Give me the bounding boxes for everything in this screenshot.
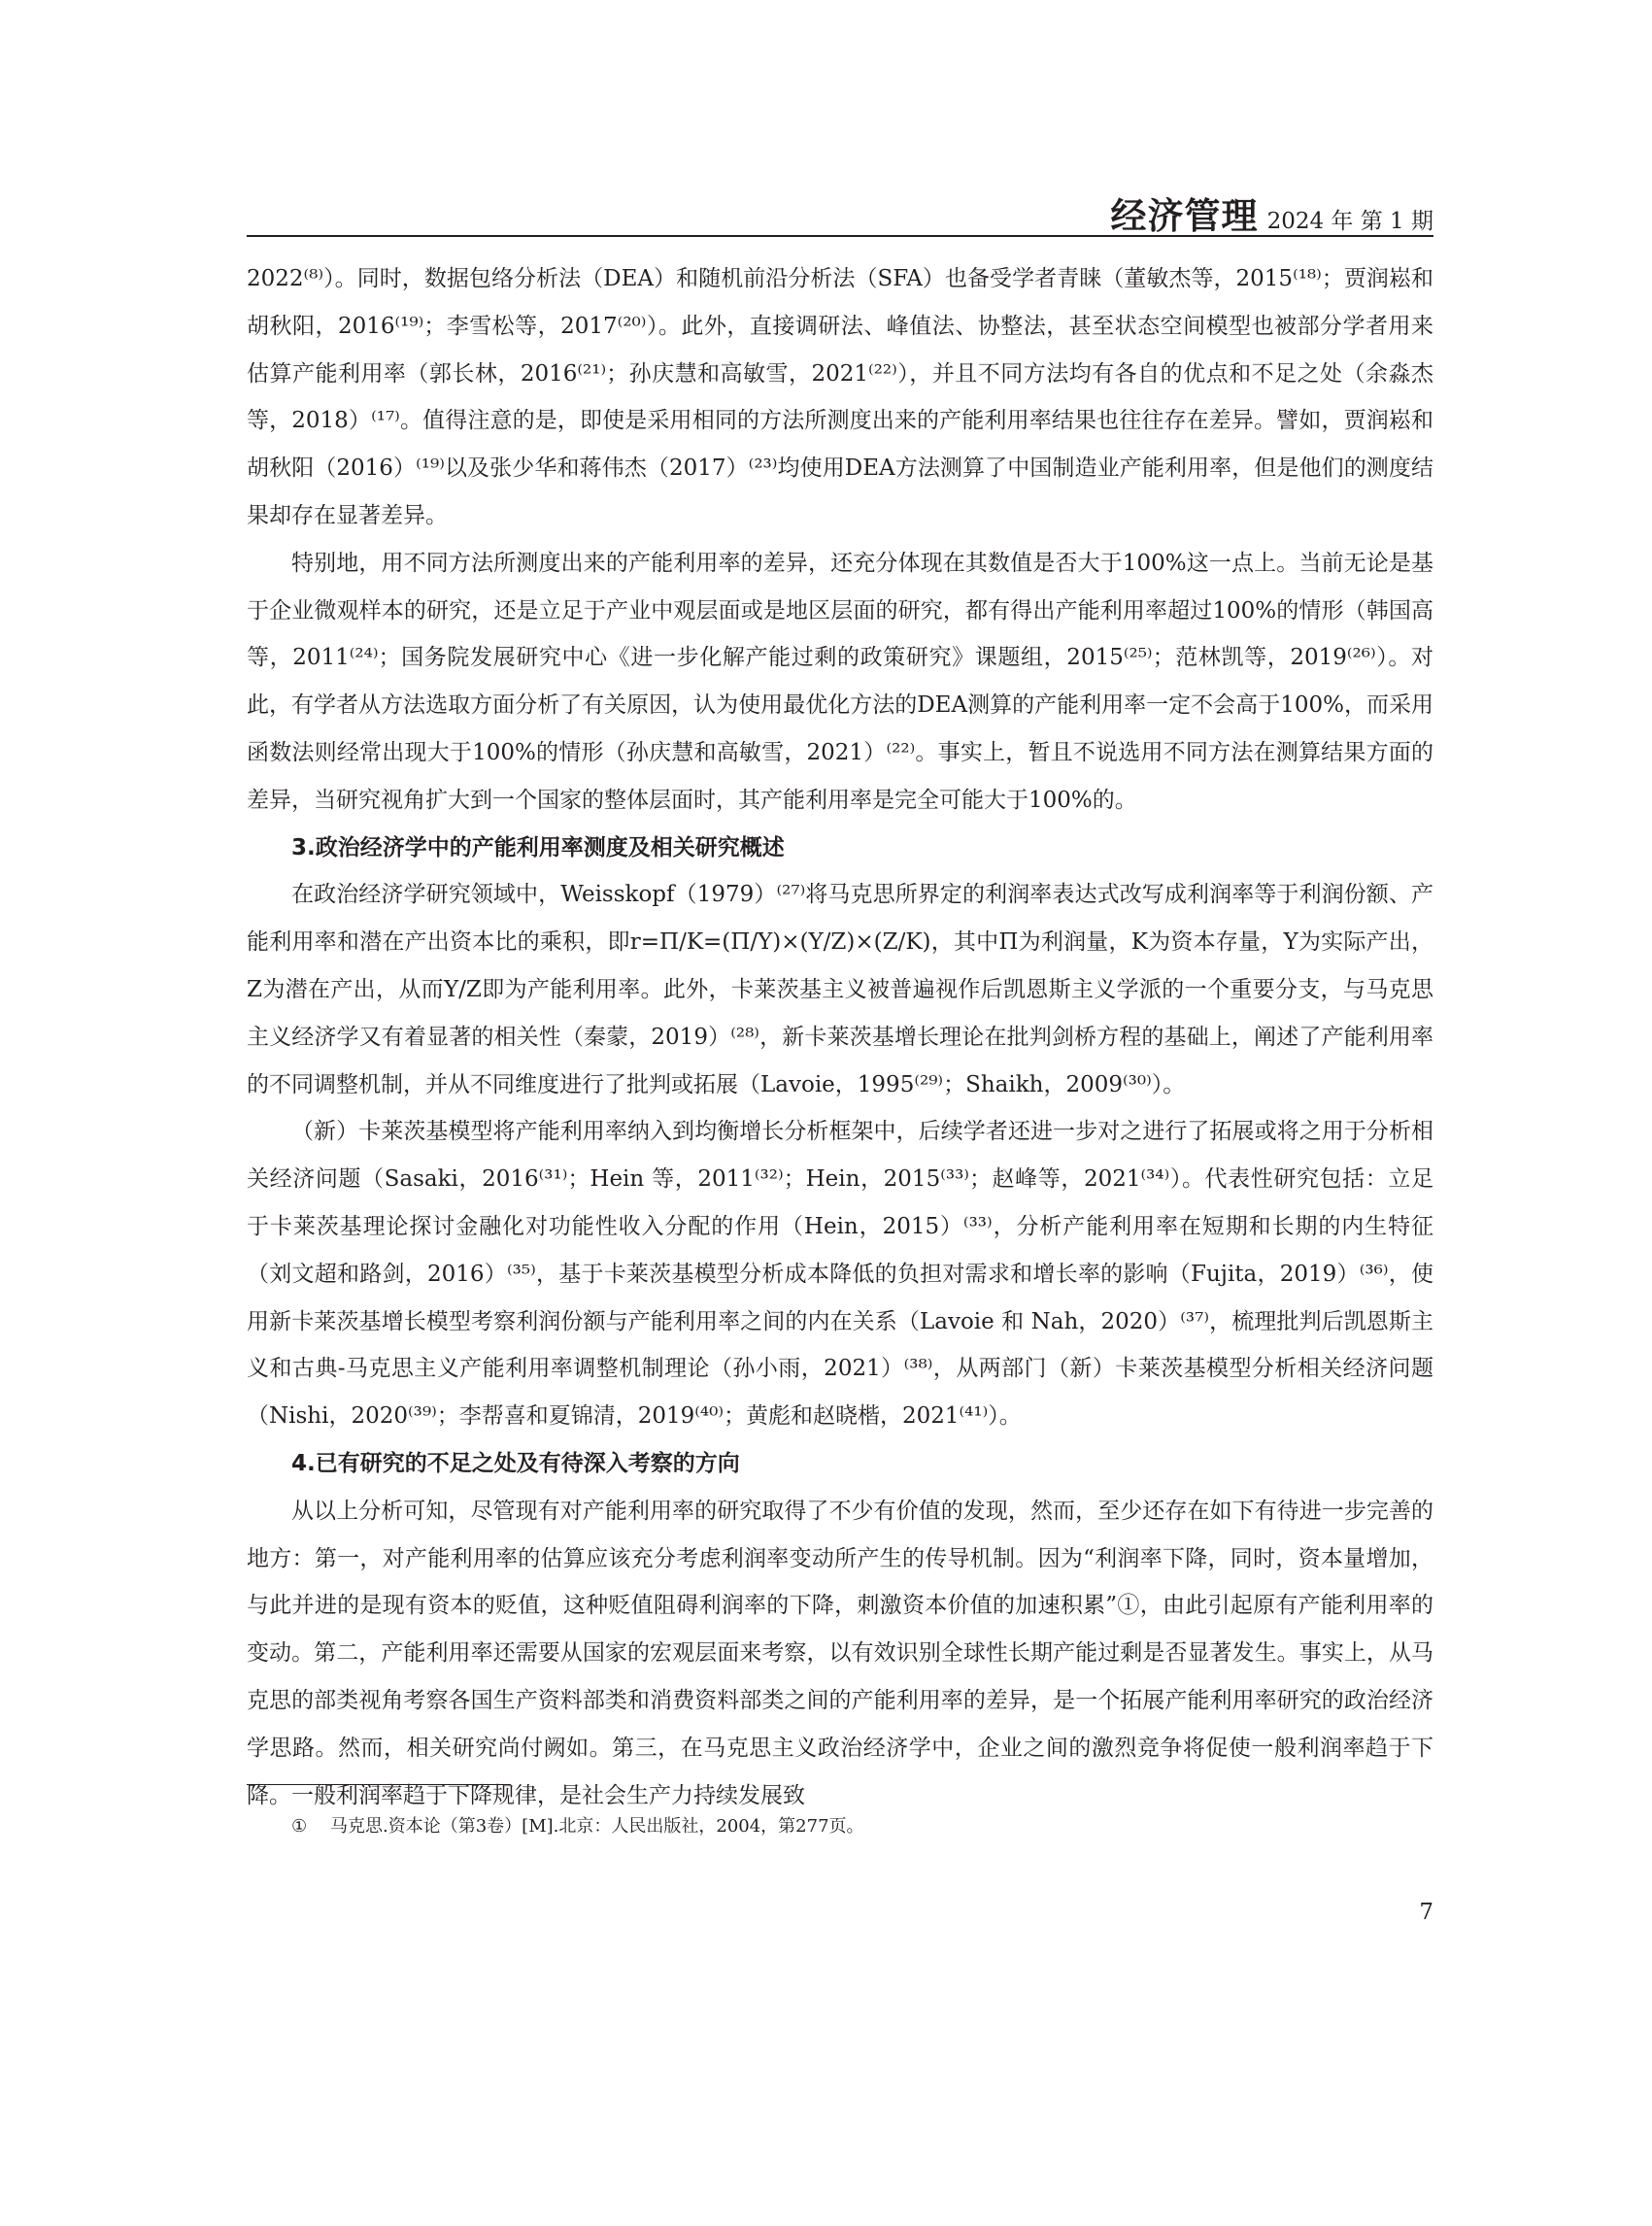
page-header [247,175,1433,237]
paragraph-3: 在政治经济学研究领域中，Weisskopf（1979）⁽²⁷⁾将马克思所界定的利润率表达式改写成利润率等于利润份额、产能利用率和潜在产出资本比的乘积，即r=Π/K=(Π/Y)×(Y/Z)×(Z/K)，其中Π为利润量，K为资本存量，Y为实际产出，Z为潜在产出，从而Y/Z即为产能利用率。此外，卡莱茨基主义被普遍视作后凯恩斯主义学派的一个重要分支，与马克思主义经济学又有着显著的相关性（秦蒙，2019）⁽²⁸⁾，新卡莱茨基增长理论在批判剑桥方程的基础上，阐述了产能利用率的不同调整机制，并从不同维度进行了批判或拓展（Lavoie，1995⁽²⁹⁾；Shaikh，2009⁽³⁰⁾）。 [247,882,1433,1097]
section-heading-3: 3.政治经济学中的产能利用率测度及相关研究概述 [291,834,785,860]
footnote-rule [247,1784,511,1785]
paragraph-2: 特别地，用不同方法所测度出来的产能利用率的差异，还充分体现在其数值是否大于100%这一点上。当前无论是基于企业微观样本的研究，还是立足于产业中观层面或是地区层面的研究，都有得出产能利用率超过100%的情形（韩国高等，2011⁽²⁴⁾；国务院发展研究中心《进一步化解产能过剩的政策研究》课题组，2015⁽²⁵⁾；范林凯等，2019⁽²⁶⁾）。对此，有学者从方法选取方面分析了有关原因，认为使用最优化方法的DEA测算的产能利用率一定不会高于100%，而采用函数法则经常出现大于100%的情形（孙庆慧和高敏雪，2021）⁽²²⁾。事实上，暂且不说选用不同方法在测算结果方面的差异，当研究视角扩大到一个国家的整体层面时，其产能利用率是完全可能大于100%的。 [247,550,1433,813]
footnote-mark: ① [291,1816,308,1837]
journal-name: 经济管理 [1110,194,1259,237]
footnote [291,1814,864,1839]
section-heading-4: 4.已有研究的不足之处及有待深入考察的方向 [291,1450,740,1476]
footnote-text: 马克思.资本论（第3卷）[M].北京：人民出版社，2004，第277页。 [330,1816,864,1837]
page-number: 7 [1419,1900,1433,1925]
paragraph-4: （新）卡莱茨基模型将产能利用率纳入到均衡增长分析框架中，后续学者还进一步对之进行了拓展或将之用于分析相关经济问题（Sasaki，2016⁽³¹⁾；Hein 等，2011⁽³²⁾；Hein，2015⁽³³⁾；赵峰等，2021⁽³⁴⁾）。代表性研究包括：立足于卡莱茨基理论探讨金融化对功能性收入分配的作用（Hein，2015）⁽³³⁾，分析产能利用率在短期和长期的内生特征（刘文超和路剑，2016）⁽³⁵⁾，基于卡莱茨基模型分析成本降低的负担对需求和增长率的影响（Fujita，2019）⁽³⁶⁾，使用新卡莱茨基增长模型考察利润份额与产能利用率之间的内在关系（Lavoie 和 Nah，2020）⁽³⁷⁾，梳理批判后凯恩斯主义和古典-马克思主义产能利用率调整机制理论（孙小雨，2021）⁽³⁸⁾，从两部门（新）卡莱茨基模型分析相关经济问题（Nishi，2020⁽³⁹⁾；李帮喜和夏锦清，2019⁽⁴⁰⁾；黄彪和赵晓楷，2021⁽⁴¹⁾）。 [247,1119,1433,1430]
paragraph-1: 2022⁽⁸⁾）。同时，数据包络分析法（DEA）和随机前沿分析法（SFA）也备受学者青睐（董敏杰等，2015⁽¹⁸⁾；贾润崧和胡秋阳，2016⁽¹⁹⁾；李雪松等，2017⁽²⁰⁾）。此外，直接调研法、峰值法、协整法，甚至状态空间模型也被部分学者用来估算产能利用率（郭长林，2016⁽²¹⁾；孙庆慧和高敏雪，2021⁽²²⁾），并且不同方法均有各自的优点和不足之处（余淼杰等，2018）⁽¹⁷⁾。值得注意的是，即使是采用相同的方法所测度出来的产能利用率结果也往往存在差异。譬如，贾润崧和胡秋阳（2016）⁽¹⁹⁾以及张少华和蒋伟杰（2017）⁽²³⁾均使用DEA方法测算了中国制造业产能利用率，但是他们的测度结果却存在显著差异。 [247,266,1433,528]
article-body [247,255,1433,1819]
journal-masthead [1110,186,1433,239]
journal-issue: 2024 年 第 1 期 [1266,209,1433,234]
paragraph-5: 从以上分析可知，尽管现有对产能利用率的研究取得了不少有价值的发现，然而，至少还存在如下有待进一步完善的地方：第一，对产能利用率的估算应该充分考虑利润率变动所产生的传导机制。因为“利润率下降，同时，资本量增加，与此并进的是现有资本的贬值，这种贬值阻碍利润率的下降，刺激资本价值的加速积累”①，由此引起原有产能利用率的变动。第二，产能利用率还需要从国家的宏观层面来考察，以有效识别全球性长期产能过剩是否显著发生。事实上，从马克思的部类视角考察各国生产资料部类和消费资料部类之间的产能利用率的差异，是一个拓展产能利用率研究的政治经济学思路。然而，相关研究尚付阙如。第三，在马克思主义政治经济学中，企业之间的激烈竞争将促使一般利润率趋于下降。一般利润率趋于下降规律，是社会生产力持续发展致 [247,1498,1433,1808]
header-rule [247,235,1433,237]
